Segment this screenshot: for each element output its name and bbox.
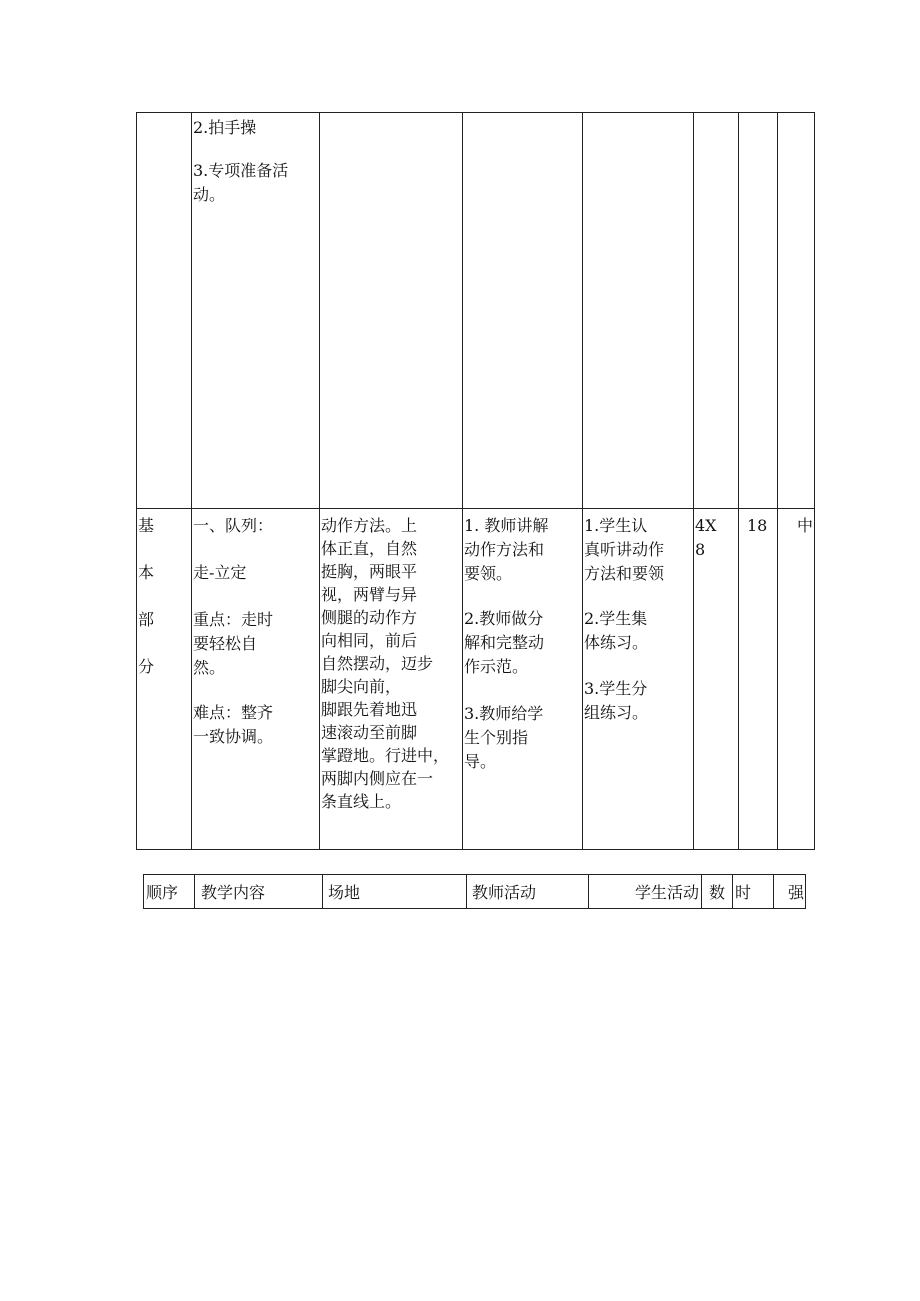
- content-item-clap: 2.拍手操: [193, 118, 257, 137]
- table-cell-student-row2: [582, 508, 694, 850]
- header-venue-label: 场地: [328, 883, 361, 902]
- content-difficulty: 难点：整齐 一致协调。: [193, 703, 274, 746]
- header-time-label: 时: [735, 883, 752, 902]
- header-order-label: 顺序: [146, 883, 179, 902]
- table-cell-venue-row1: [319, 112, 463, 509]
- table-cell-section-row2: [136, 508, 192, 850]
- header-cell-venue: [322, 874, 467, 909]
- table-cell-teacher-row1: [462, 112, 583, 509]
- content-subtitle: 走-立定: [193, 563, 247, 582]
- header-content-label: 教学内容: [201, 883, 266, 902]
- section-char-4: 分: [138, 657, 155, 676]
- content-key-point: 重点：走时 要轻松自 然。: [193, 610, 274, 677]
- table-cell-count-row2: [693, 508, 739, 850]
- student-activity-1: 1.学生认 真听讲动作 方法和要领: [584, 516, 665, 583]
- header-cell-order: [143, 874, 195, 909]
- table-cell-time-row2: [738, 508, 778, 850]
- table-cell-intensity-row1: [777, 112, 815, 509]
- venue-method-text: 动作方法。上 体正直，自然 挺胸，两眼平 视，两臂与异 侧腿的动作方 向相同，前后 自然摆动，迈步 脚尖向前， 脚跟先着地迅 速滚动至前脚 掌蹬地。行进中， 两脚内侧应在一 条直线上。: [321, 516, 450, 811]
- content-title: 一、队列：: [193, 516, 274, 535]
- header-cell-content: [194, 874, 323, 909]
- table-cell-student-row1: [582, 112, 694, 509]
- header-student-label: 学生活动: [634, 883, 699, 902]
- section-char-1: 基: [138, 516, 155, 535]
- student-activity-3: 3.学生分 组练习。: [584, 679, 649, 722]
- table-cell-section-row1: [136, 112, 192, 509]
- header-count-label: 数: [709, 883, 726, 902]
- header-cell-teacher: [466, 874, 589, 909]
- header-cell-student: [588, 874, 702, 909]
- count-value: 4X 8: [695, 516, 717, 559]
- student-activity-2: 2.学生集 体练习。: [584, 609, 649, 652]
- section-char-3: 部: [138, 610, 155, 629]
- time-value: 18: [747, 516, 768, 535]
- header-cell-time: [732, 874, 774, 909]
- table-cell-count-row1: [693, 112, 739, 509]
- header-intensity-label: 强: [787, 883, 804, 902]
- header-cell-intensity: [773, 874, 806, 909]
- table-cell-content-row2: [191, 508, 320, 850]
- content-item-warmup: 3.专项准备活 动。: [193, 161, 289, 204]
- table-cell-time-row1: [738, 112, 778, 509]
- header-teacher-label: 教师活动: [472, 883, 537, 902]
- table-cell-venue-row2: [319, 508, 463, 850]
- table-cell-content-row1: [191, 112, 320, 509]
- teacher-activity-1: 1. 教师讲解 动作方法和 要领。: [464, 516, 549, 583]
- header-cell-count: [701, 874, 733, 909]
- intensity-value: 中: [797, 516, 814, 535]
- table-cell-intensity-row2: [777, 508, 815, 850]
- section-char-2: 本: [138, 563, 155, 582]
- teacher-activity-2: 2.教师做分 解和完整动 作示范。: [464, 609, 545, 676]
- teacher-activity-3: 3.教师给学 生个别指 导。: [464, 704, 544, 771]
- table-cell-teacher-row2: [462, 508, 583, 850]
